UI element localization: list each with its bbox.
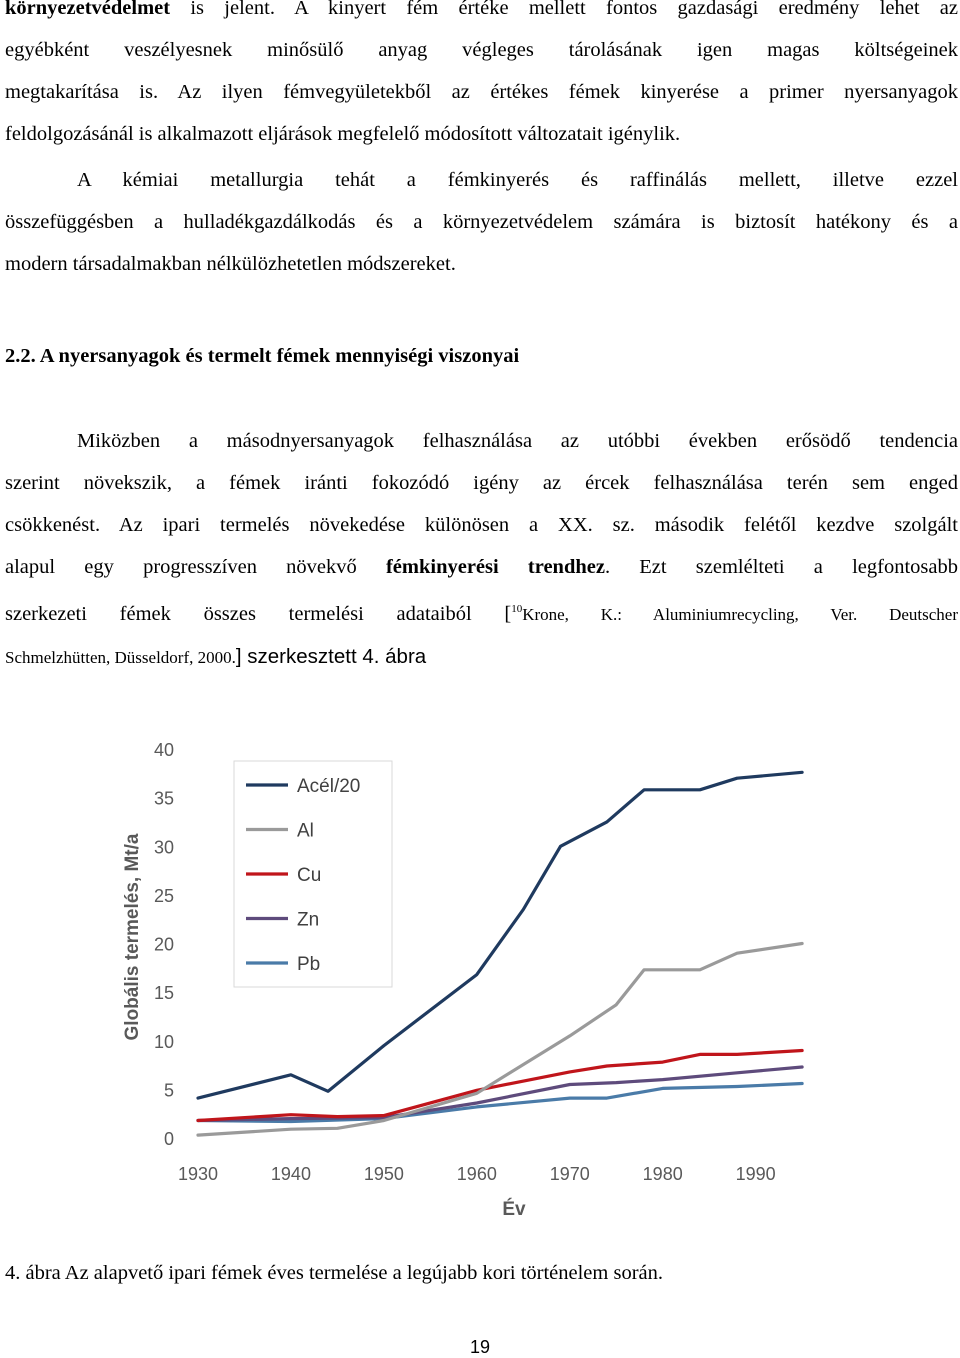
- figure-reference: ] szerkesztett 4. ábra: [235, 645, 427, 668]
- bold-term: fémkinyerési trendhez: [385, 556, 605, 578]
- y-tick-label: 0: [163, 1129, 174, 1149]
- x-tick-label: 1990: [735, 1164, 776, 1184]
- p3-line-5-pre: szerkezeti fémek összes termelési adataiból [: [5, 603, 512, 625]
- paragraph-2: [5, 159, 958, 285]
- x-axis: [178, 1164, 776, 1184]
- x-tick-label: 1950: [363, 1164, 404, 1184]
- y-axis-label: Globális termelés, Mt/a: [122, 833, 143, 1041]
- x-axis-label: Év: [502, 1199, 526, 1220]
- legend-label: Al: [297, 820, 314, 842]
- x-tick-label: 1930: [177, 1164, 219, 1184]
- y-axis: [154, 740, 174, 1149]
- y-tick-label: 35: [153, 788, 174, 809]
- p2-line-2: összefüggésben a hulladékgazdálkodás és a környezetvédelem számára is biztosít hatékony és a: [5, 211, 958, 233]
- p1-line-3: megtakarítása is. Az ilyen fémvegyületekből az értékes fémek kinyerése a primer nyersanyagok: [5, 81, 958, 103]
- legend-label: Cu: [297, 865, 322, 886]
- section-heading: 2.2. A nyersanyagok és termelt fémek mennyiségi viszonyai: [5, 345, 520, 367]
- figure-caption: 4. ábra Az alapvető ipari fémek éves termelése a legújabb kori történelem során.: [5, 1262, 664, 1284]
- p1-line-4: feldolgozásánál is alkalmazott eljárások megfelelő módosított változatait igénylik.: [5, 123, 681, 145]
- x-tick-label: 1980: [642, 1164, 683, 1184]
- p3-line-4-pre: alapul egy progresszíven növekvő: [5, 556, 386, 578]
- y-tick-label: 10: [153, 1031, 174, 1052]
- legend: [234, 761, 392, 987]
- page-number: 19: [469, 1337, 491, 1357]
- p3-line-6: [5, 636, 958, 679]
- p1-line-1-text: is jelent. A kinyert fém értéke mellett fontos gazdasági eredmény lehet az: [170, 0, 958, 19]
- y-tick-label: 20: [153, 934, 174, 955]
- p3-line-4-post: . Ezt szemlélteti a legfontosabb: [604, 556, 959, 578]
- p1-line-2: egyébként veszélyesnek minősülő anyag végleges tárolásának igen magas költségeinek: [5, 39, 958, 61]
- y-tick-label: 15: [153, 983, 174, 1004]
- p3-line-2: szerint növekszik, a fémek iránti fokozódó igény az ércek felhasználása terén sem enged: [5, 472, 958, 494]
- reference-text: Krone, K.: Aluminiumrecycling, Ver. Deutscher: [522, 605, 958, 624]
- legend-label: Acél/20: [297, 776, 361, 797]
- p3-line-1: Miközben a másodnyersanyagok felhasználása az utóbbi években erősödő tendencia: [77, 430, 958, 452]
- y-tick-label: 40: [153, 740, 174, 760]
- p2-line-1: A kémiai metallurgia tehát a fémkinyerés és raffinálás mellett, illetve ezzel: [77, 169, 958, 191]
- p3-line-5: [5, 588, 958, 636]
- p2-line-3: modern társadalmakban nélkülözhetetlen módszereket.: [5, 253, 456, 275]
- p1-line-1: [5, 0, 958, 29]
- reference-text-cont: Schmelzhütten, Düsseldorf, 2000.: [5, 648, 236, 667]
- legend-label: Zn: [297, 909, 320, 931]
- y-tick-label: 30: [153, 837, 174, 858]
- legend-label: Pb: [297, 954, 321, 975]
- x-tick-label: 1970: [549, 1164, 590, 1184]
- series-line-cu: [198, 1051, 802, 1121]
- production-line-chart: [110, 727, 850, 1237]
- p3-line-3: csökkenést. Az ipari termelés növekedése különösen a XX. sz. második felétől kezdve szolgált: [5, 514, 958, 536]
- y-tick-label: 5: [163, 1080, 174, 1101]
- bold-term: környezetvédelmet: [5, 0, 171, 19]
- reference-number: 10: [511, 603, 523, 615]
- paragraph-3: [5, 420, 958, 679]
- x-tick-label: 1940: [270, 1164, 311, 1184]
- y-tick-label: 25: [153, 885, 174, 906]
- paragraph-1: [5, 0, 958, 155]
- x-tick-label: 1960: [456, 1164, 497, 1184]
- p3-line-4: [5, 546, 958, 588]
